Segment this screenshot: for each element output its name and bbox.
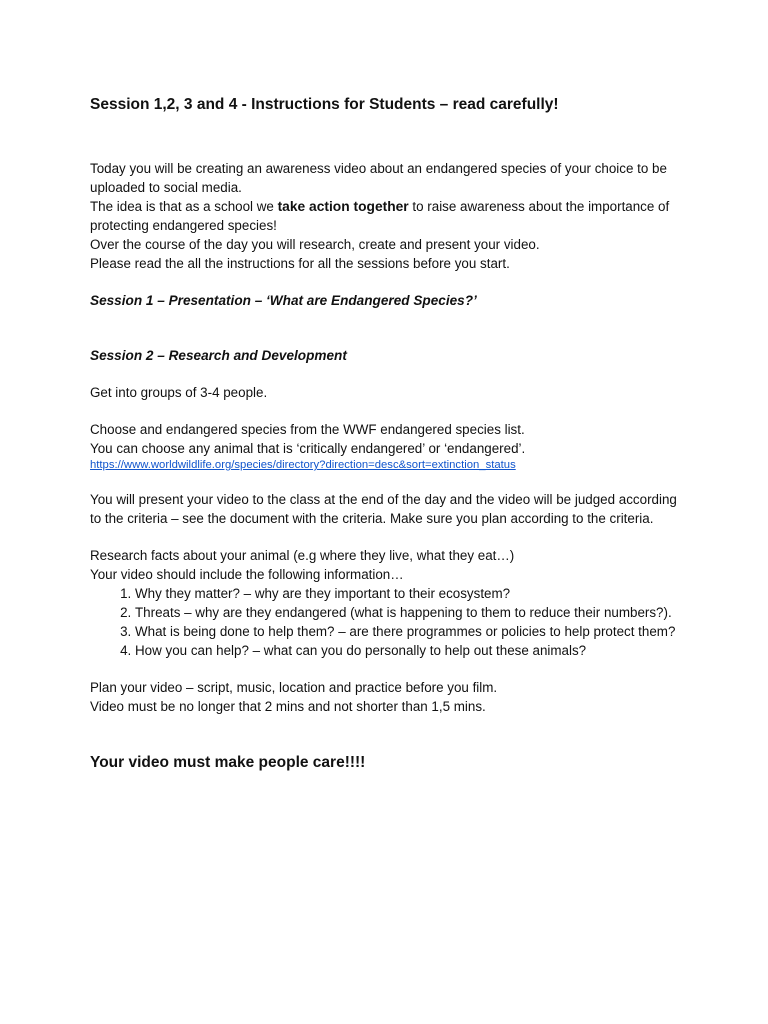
choose-instruction-2: You can choose any animal that is ‘critically endangered’ or ‘endangered’.	[90, 441, 526, 456]
spacer	[90, 472, 690, 490]
plan-instruction-2: Video must be no longer that 2 mins and not shorter than 1,5 mins.	[90, 699, 486, 714]
intro-line-2-end: to raise awareness about the importance of protecting endangered species!	[90, 199, 670, 233]
document-title: Session 1,2, 3 and 4 - Instructions for Students – read carefully!	[90, 96, 559, 113]
intro-emphasis: take action together	[277, 199, 409, 214]
research-instruction-2: Your video should include the following information…	[90, 567, 404, 582]
spacer	[90, 660, 690, 678]
spacer	[90, 716, 690, 734]
plan-instruction-1: Plan your video – script, music, location and practice before you film.	[90, 680, 498, 695]
research-instruction-1: Research facts about your animal (e.g where they live, what they eat…)	[90, 548, 515, 563]
intro-line-2	[90, 197, 690, 235]
choose-instruction-1: Choose and endangered species from the WWF endangered species list.	[90, 422, 525, 437]
intro-line-1: Today you will be creating an awareness video about an endangered species of your choice to be uploaded to social media.	[90, 161, 667, 195]
presentation-instruction: You will present your video to the class at the end of the day and the video will be judged according to the criteria – see the document with the criteria. Make sure you plan according to the criteria.	[90, 492, 677, 526]
spacer	[90, 734, 690, 752]
closing-statement: Your video must make people care!!!!	[90, 754, 366, 771]
list-item: 3. What is being done to help them? – are there programmes or policies to help protect them?	[135, 622, 690, 641]
wwf-species-link[interactable]: https://www.worldwildlife.org/species/directory?direction=desc&sort=extinction_status	[90, 459, 516, 471]
intro-line-3: Over the course of the day you will research, create and present your video.	[90, 237, 540, 252]
spacer	[90, 528, 690, 546]
spacer	[90, 273, 690, 291]
groups-instruction: Get into groups of 3-4 people.	[90, 385, 268, 400]
intro-line-4: Please read the all the instructions for all the sessions before you start.	[90, 256, 510, 271]
spacer	[90, 310, 690, 328]
information-list	[90, 584, 690, 660]
session-2-heading: Session 2 – Research and Development	[90, 348, 347, 363]
spacer	[90, 402, 690, 420]
spacer	[90, 365, 690, 383]
intro-line-2-start: The idea is that as a school we	[90, 199, 278, 214]
session-1-heading: Session 1 – Presentation – ‘What are Endangered Species?’	[90, 293, 477, 308]
list-item: 1. Why they matter? – why are they important to their ecosystem?	[135, 584, 690, 603]
list-item: 4. How you can help? – what can you do personally to help out these animals?	[135, 641, 690, 660]
spacer	[90, 328, 690, 346]
list-item: 2. Threats – why are they endangered (what is happening to them to reduce their numbers?).	[135, 603, 690, 622]
document-body	[90, 94, 690, 774]
